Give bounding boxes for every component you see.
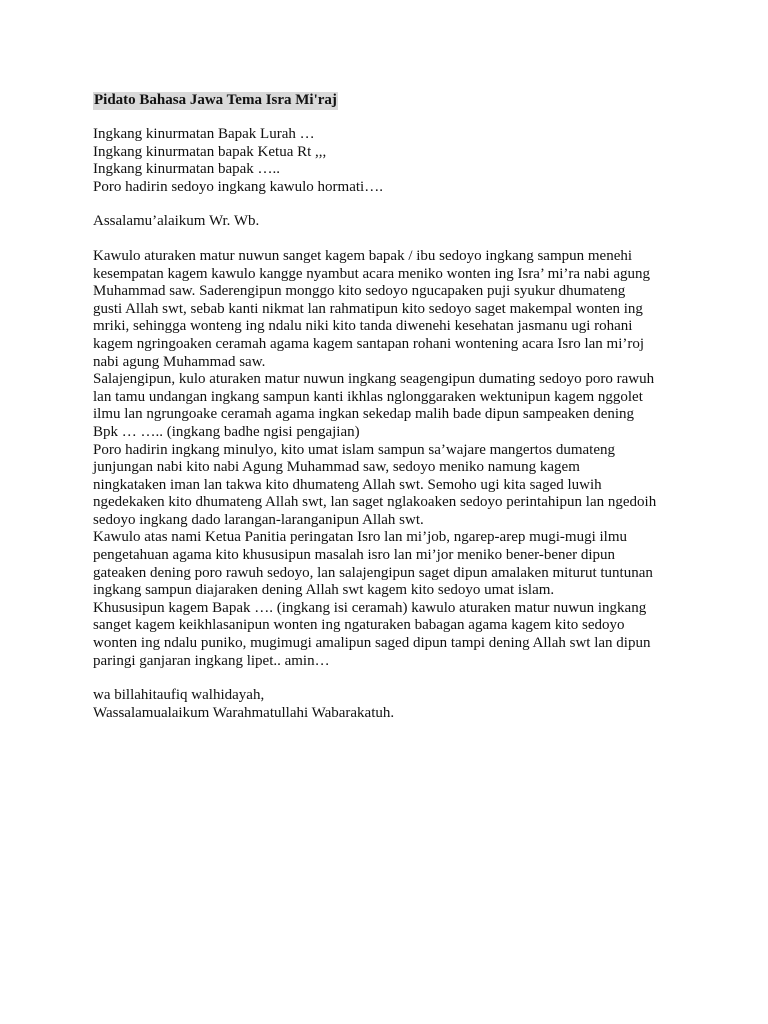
salutation-line: Ingkang kinurmatan bapak Ketua Rt ,,, [93, 143, 327, 160]
body-line: Kawulo atas nami Ketua Panitia peringatan Isro lan mi’job, ngarep-arep mugi-mugi ilmu [93, 529, 628, 546]
body-line: sanget kagem keikhlasanipun wonten ing ngaturaken babagan agama kagem kito sedoyo [93, 617, 625, 634]
body-line: paringi ganjaran ingkang lipet.. amin… [93, 652, 330, 669]
closing-block [93, 687, 683, 722]
body-line: lan tamu undangan ingkang sampun kanti ikhlas nglonggaraken wektunipun kagem nggolet [93, 388, 643, 405]
body-line: sedoyo ingkang dado larangan-laranganipun Allah swt. [93, 511, 424, 528]
salutation-line: Ingkang kinurmatan Bapak Lurah … [93, 126, 315, 142]
body-line: pengetahuan agama kito khususipun masalah isro lan mi’jor meniko bener-bener dipun [93, 547, 616, 564]
body-line: Muhammad saw. Saderengipun monggo kito sedoyo ngucapaken puji syukur dhumateng [93, 283, 626, 300]
body-line: Salajengipun, kulo aturaken matur nuwun ingkang seagengipun dumating sedoyo poro rawuh [93, 371, 655, 388]
body-line: Kawulo aturaken matur nuwun sanget kagem bapak / ibu sedoyo ingkang sampun menehi [93, 247, 633, 264]
greeting: Assalamu’alaikum Wr. Wb. [93, 213, 260, 230]
body-line: junjungan nabi kito nabi Agung Muhammad saw, sedoyo meniko namung kagem [93, 459, 580, 476]
body-line: ilmu lan ngrungoake ceramah agama ingkan sekedap malih bade dipun sampeaken dening [93, 406, 635, 423]
body-line: ngedekaken kito dhumateng Allah swt, lan saget nglakoaken sedoyo perintahipun lan ngedoih [93, 494, 657, 511]
body-line: wonten ing ndalu puniko, mugimugi amalipun saged dipun tampi dening Allah swt lan dipun [93, 635, 651, 652]
body-line: kagem ngringoaken ceramah agama kagem santapan rohani wontening acara Isro lan mi’roj [93, 335, 645, 352]
salutation-line: Ingkang kinurmatan bapak ….. [93, 161, 281, 178]
body-line: nabi agung Muhammad saw. [93, 353, 266, 370]
body-line: ingkang sampun diajaraken dening Allah swt kagem kito sedoyo umat islam. [93, 582, 555, 599]
salutation-line: Poro hadirin sedoyo ingkang kawulo hormati…. [93, 178, 383, 195]
body-line: Poro hadirin ingkang minulyo, kito umat islam sampun sa’wajare mangertos dumateng [93, 441, 615, 458]
body-line: gateaken dening poro rawuh sedoyo, lan salajengipun saget dipun amalaken miturut tuntunan [93, 564, 653, 581]
speech-body [93, 248, 683, 670]
title-block [93, 92, 683, 110]
body-line: Bpk … ….. (ingkang badhe ngisi pengajian) [93, 423, 360, 440]
body-line: Khususipun kagem Bapak …. (ingkang isi ceramah) kawulo aturaken matur nuwun ingkang [93, 599, 647, 616]
body-line: gusti Allah swt, sebab kanti nikmat lan rahmatipun kito sedoyo saget makempal wonten ing [93, 300, 643, 317]
closing-line: wa billahitaufiq walhidayah, [93, 687, 265, 704]
body-line: kesempatan kagem kawulo kangge nyambut acara meniko wonten ing Isra’ mi’ra nabi agung [93, 265, 651, 282]
body-line: mriki, sehingga wonteng ing ndalu niki kito tanda diwenehi kesehatan jasmanu ugi rohani [93, 318, 633, 335]
document-title: Pidato Bahasa Jawa Tema Isra Mi'raj [94, 92, 337, 108]
document-page [93, 92, 683, 722]
salutation-list [93, 126, 683, 196]
closing-line: Wassalamualaikum Warahmatullahi Wabarakatuh. [93, 704, 395, 721]
body-line: ningkataken iman lan takwa kito dhumateng Allah swt. Semoho ugi kita saged luwih [93, 476, 602, 493]
